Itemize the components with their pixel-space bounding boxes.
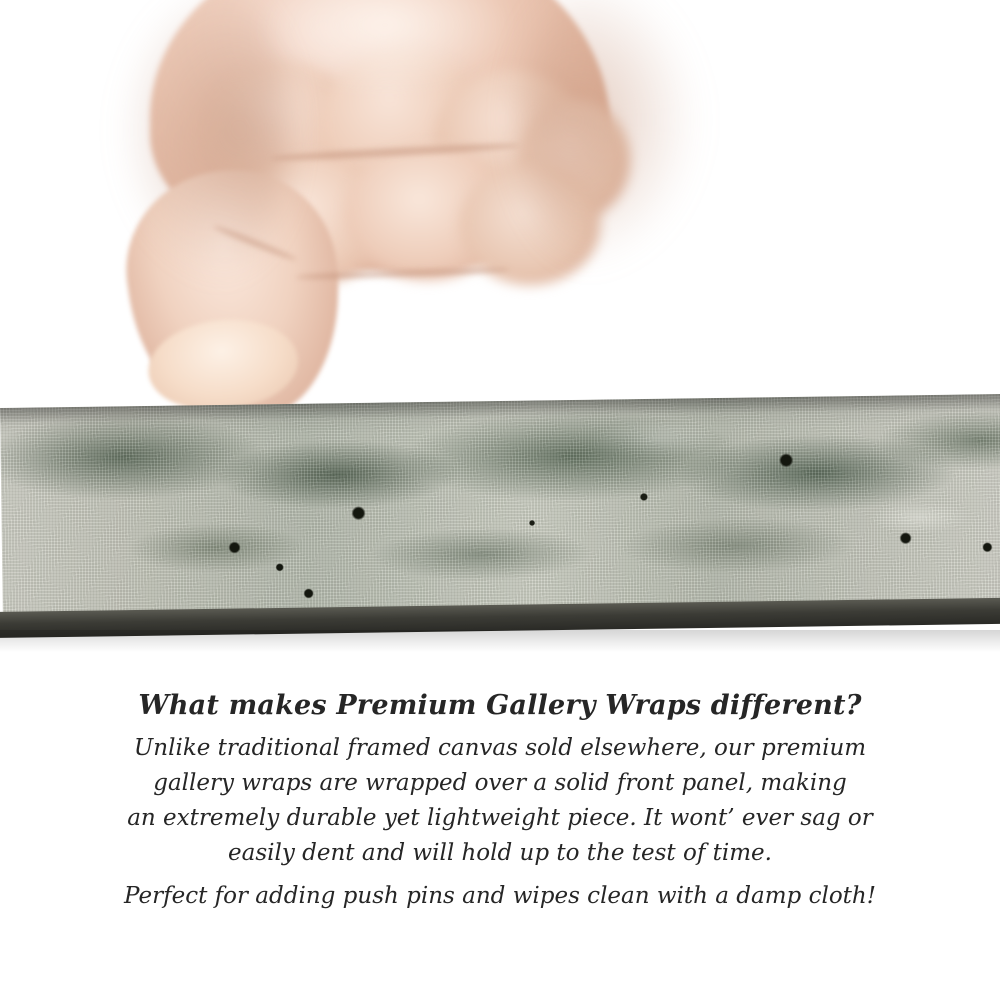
- panel-drop-shadow: [0, 630, 1000, 652]
- hand-fist-icon: [90, 0, 630, 440]
- caption-block: [0, 690, 1000, 914]
- caption-line-5: Perfect for adding push pins and wipes clean with a damp cloth!: [124, 882, 876, 909]
- caption-line-3: an extremely durable yet lightweight piece. It wont’ ever sag or: [127, 804, 873, 831]
- canvas-wrap-edge: [0, 394, 1000, 622]
- caption-line-1: Unlike traditional framed canvas sold elsewhere, our premium: [133, 735, 867, 761]
- caption-line-2: gallery wraps are wrapped over a solid front panel, making: [153, 769, 847, 796]
- caption-line-4: easily dent and will hold up to the test of time.: [228, 839, 772, 866]
- caption-heading: What makes Premium Gallery Wraps different?: [138, 690, 862, 721]
- canvas-speckles: [0, 394, 1000, 622]
